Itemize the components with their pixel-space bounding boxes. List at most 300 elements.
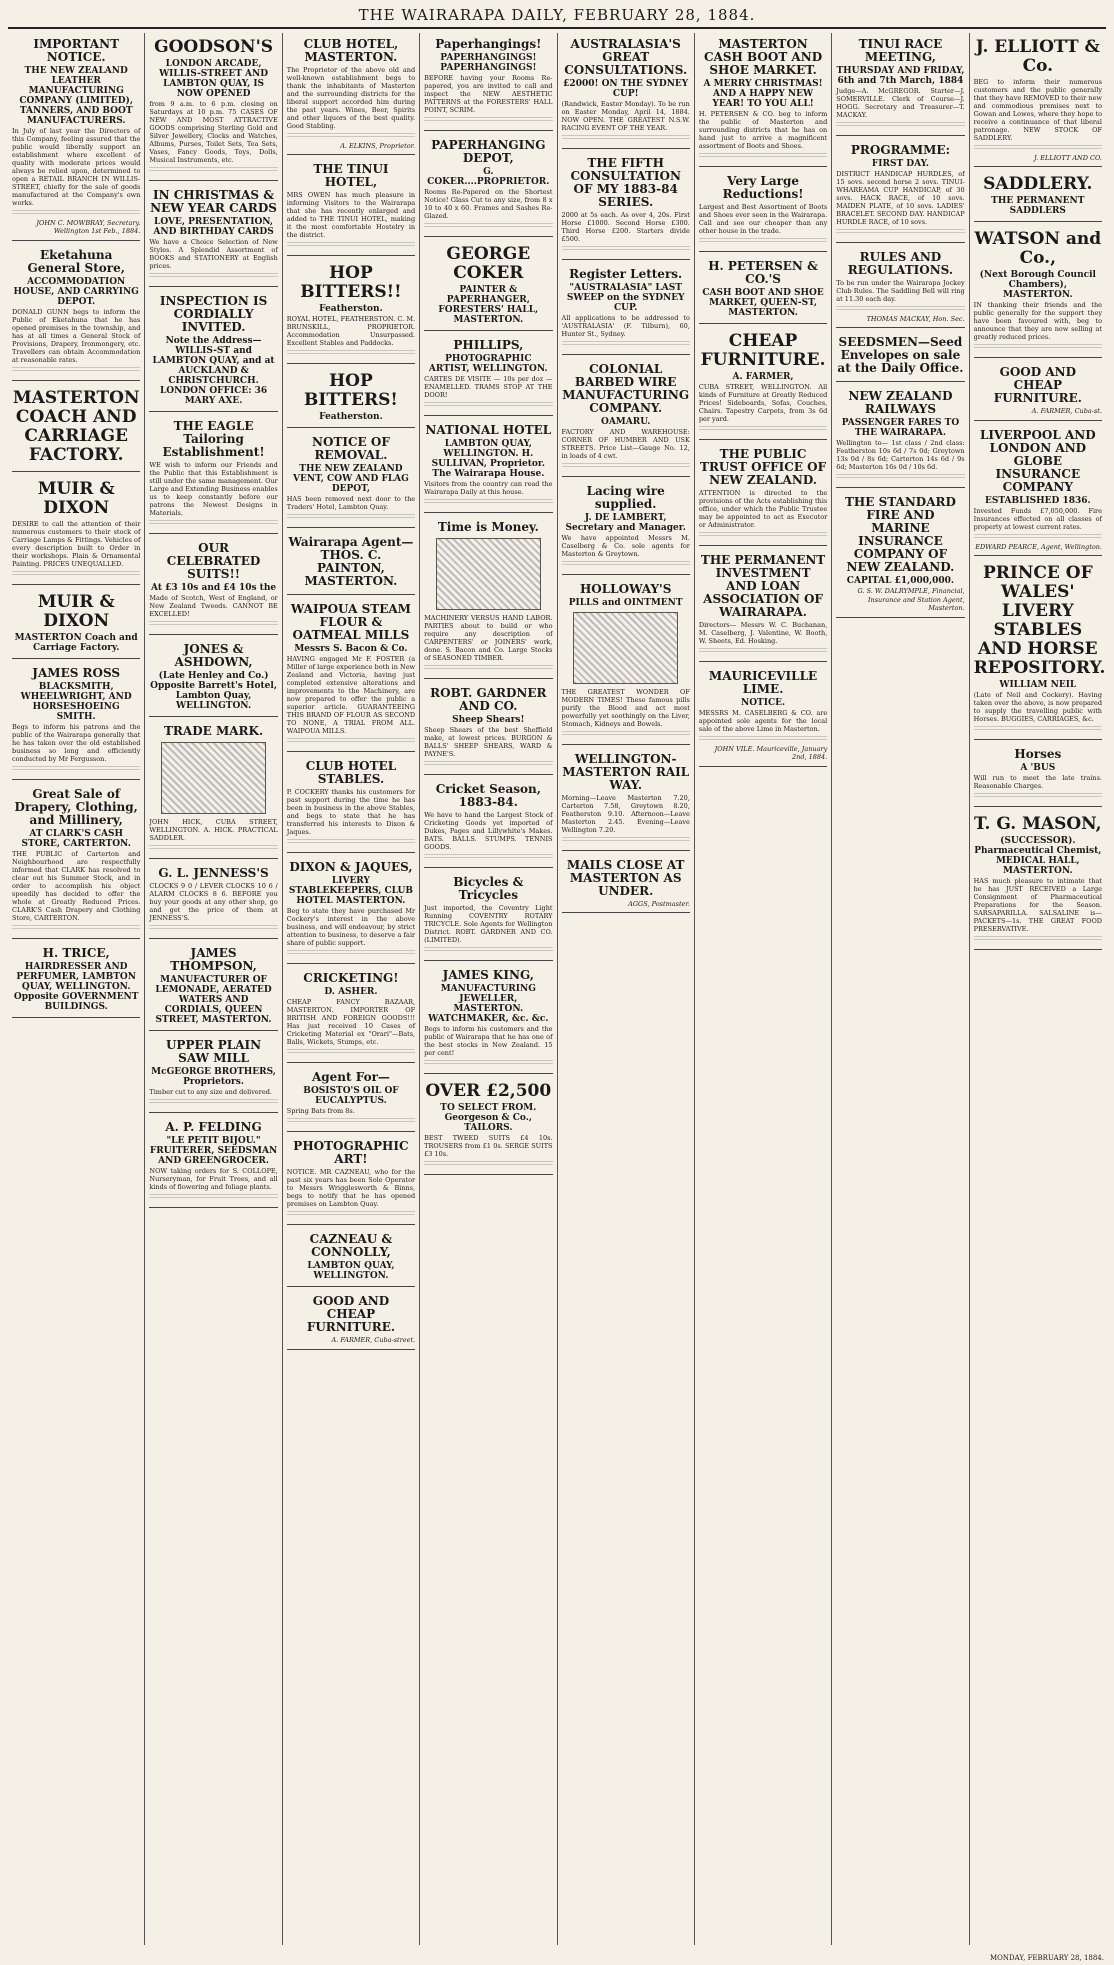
- ad-title: PAPERHANGING DEPOT,: [431, 138, 546, 165]
- ad-body: from 9 a.m. to 6 p.m. closing on Saturdays at 10 p.m. 75 CASES OF NEW AND MOST ATTRACTIVE GOODS comprising Sterling Gold and Silver Jewellery, Clocks and Watches, Albums, Purses, Toilet Sets, Tea Sets, Vases, Fancy Goods, Toys, Dolls, Musical Instruments, etc.: [149, 100, 278, 164]
- advertisement: [424, 134, 552, 237]
- text-lines: [699, 648, 827, 654]
- text-lines: [287, 738, 415, 744]
- ad-body: We have appointed Messrs M. Caselberg & Co. sole agents for Masterton & Greytown.: [561, 534, 690, 558]
- column-2: [145, 33, 282, 1945]
- ad-title: IN CHRISTMAS & NEW YEAR CARDS: [150, 188, 277, 215]
- ad-body: MACHINERY VERSUS HAND LABOR. PARTIES about to build or who require any description of CARPENTERS' or JOINERS' work, done. S. Bacon and Co. Large Stocks of SEASONED TIMBER.: [424, 614, 553, 662]
- advertisement: [973, 559, 1106, 740]
- ad-subtitle: D. ASHER.: [324, 987, 378, 998]
- ad-title: NOTICE OF REMOVAL.: [312, 435, 390, 463]
- advertisement: [974, 361, 1102, 420]
- text-lines: [424, 223, 552, 229]
- ad-signature: JOHN C. MOWBRAY, Secretary. Wellington 1st Feb., 1884.: [36, 219, 141, 236]
- ad-body: CARTES DE VISITE — 10s per doz — ENAMELLED. TRAMS STOP AT THE DOOR!: [424, 375, 553, 399]
- advertisement: [836, 491, 964, 617]
- text-lines: [974, 344, 1102, 350]
- text-lines: [149, 167, 277, 173]
- ad-title: COLONIAL BARBED WIRE MANUFACTURING COMPANY.: [562, 362, 690, 415]
- advertisement: [149, 33, 277, 181]
- ad-subtitle: J. DE LAMBERT, Secretary and Manager.: [565, 513, 686, 533]
- ad-subtitle: At £3 10s and £4 10s the: [151, 583, 277, 593]
- text-lines: [699, 238, 827, 244]
- ad-title: CRICKETING!: [303, 971, 399, 986]
- ad-subtitle: (Next Borough Council Chambers), MASTERTON.: [979, 270, 1096, 301]
- text-lines: [562, 731, 690, 737]
- ad-title: SEEDSMEN—Seed Envelopes on sale at the Daily Office.: [837, 335, 964, 376]
- advertisement: [12, 662, 140, 780]
- text-lines: [149, 925, 277, 931]
- text-lines: [287, 514, 415, 520]
- advertisement: [562, 578, 690, 745]
- advertisement: [699, 255, 827, 324]
- ad-subtitle: LOVE, PRESENTATION, AND BIRTHDAY CARDS: [153, 217, 274, 237]
- advertisement: [149, 537, 277, 635]
- ad-title: CLUB HOTEL, MASTERTON.: [303, 37, 399, 64]
- advertisement: [424, 334, 552, 416]
- column-8: [970, 33, 1106, 1945]
- text-lines: [562, 463, 690, 469]
- text-lines: [12, 766, 140, 772]
- ad-subtitle: LONDON ARCADE, WILLIS-STREET AND LAMBTON QUAY, IS NOW OPENED: [159, 59, 269, 99]
- text-lines: [836, 229, 964, 235]
- ad-body: NOTICE. MR CAZNEAU, who for the past six years has been Sole Operator to Messrs Wrigglesworth & Binns, begs to notify that he has opened premises on Lambton Quay.: [286, 1168, 416, 1209]
- text-lines: [424, 402, 552, 408]
- advertisement: [836, 385, 964, 488]
- ad-body: Will run to meet the late trains. Reasonable Charges.: [973, 774, 1102, 791]
- ad-title: AUSTRALASIA'S GREAT CONSULTATIONS.: [564, 37, 688, 77]
- ad-subtitle: ESTABLISHED 1836.: [984, 495, 1091, 506]
- text-lines: [562, 837, 690, 843]
- ad-title: GOODSON'S: [154, 37, 274, 57]
- ad-title: CLUB HOTEL STABLES.: [305, 759, 397, 787]
- text-lines: [424, 1060, 552, 1066]
- ad-subtitle: MANUFACTURER OF LEMONADE, AERATED WATERS AND CORDIALS, QUEEN STREET, MASTERTON.: [155, 975, 272, 1025]
- ad-subtitle: (SUCCESSOR). Pharmaceutical Chemist, MEDICAL HALL, MASTERTON.: [974, 836, 1102, 877]
- ad-subtitle: THE NEW ZEALAND VENT, COW AND FLAG DEPOT,: [293, 464, 409, 495]
- text-lines: [149, 621, 277, 627]
- ad-subtitle: A 'BUS: [1020, 763, 1056, 774]
- advertisement: [287, 1066, 415, 1132]
- advertisement: [287, 1135, 415, 1225]
- ad-body: We have a Choice Selection of New Styles. A Splendid Assortment of BOOKS and STATIONERY at English prices.: [149, 238, 278, 270]
- ad-title: THE STANDARD FIRE AND MARINE INSURANCE COMPANY OF NEW ZEALAND.: [844, 495, 956, 575]
- text-lines: [287, 133, 415, 139]
- ad-subtitle: "LE PETIT BIJOU." FRUITERER, SEEDSMAN AND GREENGROCER.: [149, 1136, 278, 1166]
- ad-body: Begs to inform his customers and the public of Wairarapa that he has one of the best stocks in New Zealand. 15 per cent!: [424, 1025, 553, 1057]
- advertisement: [149, 184, 277, 287]
- ad-signature: G. S. W. DALRYMPLE, Financial, Insurance and Station Agent, Masterton.: [857, 587, 965, 613]
- ad-title: MAURICEVILLE LIME.: [708, 669, 818, 696]
- ad-title: DIXON & JAQUES,: [289, 860, 413, 875]
- advertisement: [12, 475, 140, 585]
- ad-title: NEW ZEALAND RAILWAYS: [848, 389, 953, 417]
- advertisement: [836, 33, 964, 136]
- ad-subtitle: LAMBTON QUAY, WELLINGTON.: [307, 1261, 395, 1282]
- ad-title: WATSON and Co.,: [974, 229, 1102, 269]
- ad-subtitle: BOSISTO'S OIL OF EUCALYPTUS.: [303, 1086, 399, 1107]
- advertisement: [424, 240, 552, 331]
- advertisement: [149, 1034, 277, 1113]
- ad-signature: THOMAS MACKAY, Hon. Sec.: [866, 315, 965, 323]
- advertisement: [974, 424, 1102, 556]
- ad-body: Visitors from the country can read the Wairarapa Daily at this house.: [424, 480, 553, 496]
- text-lines: [424, 1161, 552, 1167]
- ad-body: All applications to be addressed to 'AUSTRALASIA' (F. Tilburn), 60, Hunter St., Sydney.: [561, 314, 690, 338]
- ad-body: 2000 at 5s each. As over 4, 20s. First Horse £1000. Second Horse £300. Third Horse £200. Starters divide £500.: [561, 211, 690, 243]
- ad-title: J. ELLIOTT & Co.: [975, 37, 1100, 76]
- ad-title: Time is Money.: [437, 520, 539, 534]
- advertisement: [424, 682, 552, 775]
- engraving-illustration: [436, 538, 541, 610]
- ad-signature: JOHN VILE. Mauriceville, January 2nd, 1884.: [714, 745, 828, 762]
- text-lines: [149, 273, 277, 279]
- ad-body: ATTENTION is directed to the provisions of the Acts establishing this office, under which the Public Trustee may be appointed to act as Executor or Administrator.: [698, 489, 828, 529]
- column-4: [420, 33, 557, 1945]
- text-lines: [12, 367, 140, 373]
- advertisement: [699, 33, 827, 167]
- column-5: [558, 33, 695, 1945]
- advertisement: [149, 290, 277, 412]
- text-lines: [974, 534, 1102, 540]
- ad-title: G. L. JENNESS'S: [158, 866, 269, 880]
- text-lines: [836, 306, 964, 312]
- ad-body: BEFORE having your Rooms Re-papered, you are invited to call and inspect the NEW AESTHETIC PATTERNS at the FORESTERS' HALL POINT, SCRIM.: [424, 74, 553, 114]
- ad-subtitle: A MERRY CHRISTMAS! AND A HAPPY NEW YEAR! TO YOU ALL!: [703, 79, 823, 109]
- text-lines: [424, 854, 552, 860]
- text-lines: [149, 845, 277, 851]
- text-lines: [287, 839, 415, 845]
- column-6: [695, 33, 832, 1945]
- ad-subtitle: LAMBTON QUAY, WELLINGTON. H. SULLIVAN, Proprietor. The Wairarapa House.: [431, 439, 545, 479]
- ad-title: JONES & ASHDOWN,: [174, 642, 253, 669]
- ad-title: JAMES ROSS: [32, 665, 121, 680]
- advertisement: [287, 967, 415, 1063]
- ad-title: INSPECTION IS CORDIALLY INVITED.: [159, 294, 268, 334]
- advertisement: [562, 33, 690, 149]
- ad-subtitle: Messrs S. Bacon & Co.: [294, 644, 408, 655]
- ad-title: JAMES KING,: [442, 968, 534, 982]
- engraving-illustration: [573, 612, 678, 684]
- ad-subtitle: THE PERMANENT SADDLERS: [991, 196, 1085, 217]
- text-lines: [149, 1194, 277, 1200]
- ad-title: PROGRAMME:: [850, 143, 950, 157]
- ad-title: Great Sale of Drapery, Clothing, and Millinery,: [14, 786, 138, 827]
- ad-title: MUIR & DIXON: [37, 591, 115, 631]
- ad-title: TINUI RACE MEETING,: [858, 37, 943, 64]
- ad-body: DESIRE to call the attention of their numerous customers to their stock of Carriage Lamps & Fittings. Vehicles of every description built to Order in their workshops. Plain & Ornamental Painting. PRICES UNEQUALLED.: [12, 519, 141, 568]
- ad-subtitle: Featherston.: [319, 304, 383, 315]
- ad-body: (Late of Neil and Cockery). Having taken over the above, is now prepared to supply the travelling public with Horses. BUGGIES, CARRIAGES, &c.: [973, 691, 1102, 724]
- ad-body: In July of last year the Directors of this Company, feeling assured that the public would liberally support an establishment where excellent of quality with moderate prices would always be relied upon, determined to open a RETAIL BRANCH IN WILLIS-STREET, chiefly for the sale of goods manufactured at the Company's own works.: [12, 127, 141, 207]
- ad-subtitle: MASTERTON Coach and Carriage Factory.: [14, 632, 138, 653]
- text-lines: [287, 1049, 415, 1055]
- advertisement: [562, 854, 690, 913]
- ad-subtitle: G. COKER....PROPRIETOR.: [427, 167, 550, 187]
- ad-body: Invested Funds £7,050,000. Fire Insurances effected on all classes of property at lowest current rates.: [973, 506, 1102, 531]
- ad-title: THE EAGLE Tailoring Establishment!: [162, 419, 265, 459]
- ad-title: PRINCE OF WALES' LIVERY STABLES AND HORSE REPOSITORY.: [973, 563, 1106, 679]
- advertisement: [699, 549, 827, 662]
- ad-body: FACTORY AND WAREHOUSE: CORNER OF HUMBER AND USK STREETS. Price List—Gauge No. 12, in loads of 4 cwt.: [561, 428, 690, 460]
- text-lines: [699, 153, 827, 159]
- ad-body: CLOCKS 9 0 / LEVER CLOCKS 10 6 / ALARM CLOCKS 8 6. BEFORE you buy your goods at any other shop, go and get the price of them at JENNESS'S.: [149, 882, 278, 922]
- ad-body: CUBA STREET, WELLINGTON. All kinds of Furniture at Greatly Reduced Prices! Sideboards, Sofas, Couches, Chairs. Tapestry Carpets, from 3s 6d per yard.: [698, 383, 828, 423]
- ad-subtitle: WILLIAM NEIL: [999, 680, 1077, 691]
- ad-title: GOOD AND CHEAP FURNITURE.: [306, 1294, 396, 1335]
- ad-title: TRADE MARK.: [164, 724, 264, 738]
- text-lines: [699, 532, 827, 538]
- text-lines: [974, 793, 1102, 799]
- advertisement: [562, 748, 690, 851]
- advertisement: [149, 862, 277, 939]
- text-lines: [12, 210, 140, 216]
- advertisement: [424, 33, 552, 131]
- ad-title: Very Large Reductions!: [722, 174, 804, 201]
- text-lines: [287, 1118, 415, 1124]
- advertisement: [287, 431, 415, 528]
- ad-subtitle: PILLS and OINTMENT: [568, 598, 683, 608]
- ad-body: DISTRICT HANDICAP HURDLES, of 15 sovs. second horse 2 sovs. TINUI-WHAREAMA CUP HANDICAP, of 30 sovs. HACK RACE, of 10 sovs. MAIDEN PLATE, of 10 sovs. LADIES' BRACELET. SECOND DAY. HANDICAP HURDLE RACE, of 10 sovs.: [836, 170, 965, 226]
- advertisement: [699, 665, 827, 767]
- ad-title: OVER £2,500: [425, 1081, 552, 1101]
- advertisement: [562, 152, 690, 260]
- ad-title: OUR CELEBRATED SUITS!!: [166, 541, 261, 581]
- ad-subtitle: Note the Address— WILLIS-ST and LAMBTON QUAY, and at AUCKLAND & CHRISTCHURCH. LONDON OFFICE: 36 MARY AXE.: [152, 336, 275, 406]
- ad-body: Wellington to— 1st class / 2nd class: Featherston 10s 6d / 7s 0d; Greytown 13s 0d / 8s 6d; Carterton 14s 6d / 9s 6d; Masterton 16s 0d / 10s 6d.: [836, 439, 965, 472]
- advertisement: [424, 516, 552, 679]
- text-lines: [424, 117, 552, 123]
- ad-signature: J. ELLIOTT AND CO.: [1033, 154, 1102, 162]
- ad-body: Judge—A. McGREGOR. Starter—J. SOMERVILLE. Clerk of Course—J. HOGG. Secretary and Treasurer—T. MACKAY.: [836, 87, 965, 119]
- ad-subtitle: "AUSTRALASIA" LAST SWEEP on the SYDNEY CUP.: [566, 283, 685, 313]
- ad-subtitle: CASH BOOT AND SHOE MARKET, QUEEN-ST, MASTERTON.: [702, 288, 824, 318]
- ad-signature: EDWARD PEARCE, Agent, Wellington.: [975, 542, 1102, 551]
- column-1: [8, 33, 145, 1945]
- ad-subtitle: A. FARMER,: [732, 372, 794, 382]
- ad-title: Bicycles & Tricycles: [453, 875, 524, 902]
- text-lines: [424, 665, 552, 671]
- text-lines: [12, 925, 140, 931]
- text-lines: [149, 520, 277, 526]
- advertisement: [12, 384, 140, 472]
- ad-signature: AGGS, Postmaster.: [628, 900, 690, 908]
- ad-body: MESSRS M. CASELBERG & CO. are appointed sole agents for the local sale of the above Lime in Masterton.: [698, 709, 828, 733]
- column-7: [832, 33, 969, 1945]
- advertisement: [149, 942, 277, 1031]
- ad-body: Made of Scotch, West of England, or New Zealand Tweeds. CANNOT BE EXCELLED!: [149, 594, 278, 618]
- ad-body: Begs to inform his patrons and the public of the Wairarapa generally that he has taken over the old established business so long and efficiently conducted by Mr Fergusson.: [12, 722, 141, 763]
- ad-body: Timber cut to any size and delivered.: [149, 1088, 272, 1096]
- ad-subtitle: OAMARU.: [600, 417, 651, 427]
- ad-title: Register Letters.: [569, 267, 683, 281]
- text-lines: [424, 499, 552, 505]
- ad-title: MASTERTON COACH AND CARRIAGE FACTORY.: [12, 387, 140, 465]
- advertisement: [287, 367, 415, 428]
- ad-body: THE PUBLIC of Carterton and Neighbourhood are respectfully informed that CLARK has resolved to clear out his Summer Stock, and in order to accomplish his object speedily has decided to offer the whole at Greatly Reduced Prices. CLARK'S Cash Drapery and Clothing Store, CARTERTON.: [12, 849, 141, 922]
- advertisement: [149, 720, 277, 859]
- ad-subtitle: PAINTER & PAPERHANGER, FORESTERS' HALL, MASTERTON.: [438, 285, 539, 325]
- advertisement: [287, 856, 415, 964]
- footer-date: MONDAY, FEBRUARY 28, 1884.: [989, 1954, 1104, 1962]
- ad-title: PHILLIPS,: [453, 338, 524, 352]
- text-lines: [562, 561, 690, 567]
- ad-body: To be run under the Wairarapa Jockey Club Rules. The Saddling Bell will ring at 11.30 each day.: [836, 279, 965, 303]
- text-lines: [699, 426, 827, 432]
- ad-body: P. COCKERY thanks his customers for past support during the time he has been in business in the above Stables, and begs to state that he has transferred his interests to Dixon & Jaques.: [286, 788, 416, 837]
- advertisement: [974, 33, 1102, 167]
- advertisement: [424, 419, 552, 513]
- ad-title: THE PUBLIC TRUST OFFICE OF NEW ZEALAND.: [700, 447, 827, 487]
- text-lines: [699, 736, 827, 742]
- ad-title: PHOTOGRAPHIC ART!: [293, 1139, 409, 1167]
- advertisement: [424, 778, 552, 868]
- ad-body: H. PETERSEN & CO. beg to inform the public of Masterton and surrounding districts that he has on hand just to arrive a magnificent assortment of Boots and Shoes.: [698, 110, 828, 150]
- ad-subtitle: Sheep Shears!: [452, 715, 525, 725]
- ad-body: THE GREATEST WONDER OF MODERN TIMES! These famous pills purify the Blood and act most powerfully yet soothingly on the Liver, Stomach, Kidneys and Bowels.: [561, 688, 690, 728]
- ad-title: MAILS CLOSE AT MASTERTON AS UNDER.: [566, 858, 685, 898]
- ad-title: A. P. FELDING: [165, 1120, 262, 1134]
- text-lines: [562, 341, 690, 347]
- advertisement: [424, 1077, 552, 1175]
- advertisement: [287, 755, 415, 853]
- ad-body: HAVING engaged Mr F. FOSTER (a Miller of large experience both in New Zealand and Victoria, having just completed extensive alterations and improvements to the Machinery, are now prepared to offer the public a superior article. GUARANTEEING THIS BRAND OF FLOUR AS SECOND TO NONE, A TRIAL FROM ALL. WAIPOUA MILLS.: [286, 655, 416, 736]
- ad-body: Sheep Shears of the best Sheffield make, at lowest prices. BURGON & BALLS' SHEEP SHEARS, WARD & PAYNE'S.: [424, 726, 553, 758]
- advertisement: [974, 743, 1102, 807]
- text-lines: [287, 1211, 415, 1217]
- ad-subtitle: CAPITAL £1,000,000.: [846, 576, 955, 587]
- ad-subtitle: LIVERY STABLEKEEPERS, CLUB HOTEL MASTERTON.: [288, 876, 413, 907]
- ad-subtitle: PHOTOGRAPHIC ARTIST, WELLINGTON.: [428, 354, 548, 374]
- ad-subtitle: ACCOMMODATION HOUSE, AND CARRYING DEPOT.: [13, 276, 139, 307]
- ad-title: Wairarapa Agent— THOS. C. PAINTON, MASTERTON.: [288, 535, 414, 589]
- text-lines: [836, 122, 964, 128]
- ad-title: WELLINGTON-MASTERTON RAIL WAY.: [562, 752, 690, 792]
- ad-subtitle: (Late Henley and Co.) Opposite Barrett's Hotel, Lambton Quay, WELLINGTON.: [150, 671, 277, 711]
- ad-signature: A. FARMER, Cuba-street.: [331, 1336, 416, 1345]
- advertisement: [287, 1228, 415, 1287]
- ad-signature: A. ELKINS, Proprietor.: [340, 142, 416, 150]
- ad-title: T. G. MASON,: [974, 814, 1102, 835]
- advertisement: [149, 415, 277, 534]
- advertisement: [12, 942, 140, 1018]
- ad-subtitle: FIRST DAY.: [871, 159, 930, 169]
- advertisement: [12, 783, 140, 939]
- ad-title: GOOD AND CHEAP FURNITURE.: [993, 365, 1082, 406]
- ad-title: CAZNEAU & CONNOLLY,: [309, 1232, 393, 1260]
- ad-title: Eketahuna General Store,: [27, 247, 125, 275]
- ad-subtitle: HAIRDRESSER AND PERFUMER, LAMBTON QUAY, WELLINGTON. Opposite GOVERNMENT BUILDINGS.: [13, 961, 139, 1012]
- ad-title: RULES AND REGULATIONS.: [847, 250, 954, 277]
- advertisement: [287, 158, 415, 256]
- advertisement: [287, 531, 415, 595]
- advertisement: [287, 1290, 415, 1349]
- ad-title: CHEAP FURNITURE.: [700, 331, 826, 370]
- advertisement: [699, 327, 827, 440]
- masthead: THE WAIRARAPA DAILY, FEBRUARY 28, 1884.: [8, 6, 1106, 29]
- ad-subtitle: McGEORGE BROTHERS, Proprietors.: [151, 1067, 276, 1087]
- ad-subtitle: THURSDAY AND FRIDAY, 6th and 7th March, 1884: [836, 66, 965, 86]
- ad-subtitle: Featherston.: [319, 412, 383, 423]
- ad-subtitle: THE NEW ZEALAND LEATHER MANUFACTURING COMPANY (LIMITED), TANNERS, AND BOOT MANUFACTURERS.: [19, 66, 133, 126]
- ad-subtitle: AT CLARK'S CASH STORE, CARTERTON.: [21, 828, 131, 849]
- advertisement: [699, 443, 827, 546]
- text-lines: [287, 242, 415, 248]
- ad-subtitle: PAPERHANGINGS! PAPERHANGINGS!: [440, 53, 537, 73]
- ad-title: Horses: [1014, 747, 1062, 762]
- advertisement: [149, 1116, 277, 1208]
- ad-title: THE PERMANENT INVESTMENT AND LOAN ASSOCIATION OF WAIRARAPA.: [700, 553, 826, 619]
- ad-body: We have to hand the Largest Stock of Cricketing Goods yet imported of Dukes, Pages and Lillywhite's Makes. BATS. BALLS. STUMPS. TENNIS GOODS.: [424, 811, 553, 851]
- ad-title: H. PETERSEN & CO.'S: [708, 259, 818, 286]
- text-lines: [149, 1099, 277, 1105]
- ad-body: Directors— Messrs W. C. Buchanan, M. Caselberg, J. Valentine, W. Booth, W. Sheets, Ed. Hosking.: [698, 621, 828, 645]
- ad-title: LIVERPOOL AND LONDON AND GLOBE INSURANCE COMPANY: [979, 427, 1096, 494]
- ad-subtitle: BLACKSMITH, WHEELWRIGHT, AND HORSESHOEING SMITH.: [20, 681, 132, 722]
- advertisement: [699, 170, 827, 252]
- advertisement: [562, 263, 690, 355]
- columns-container: [8, 33, 1106, 1945]
- advertisement: [836, 246, 964, 328]
- ad-title: GEORGE COKER: [446, 244, 531, 283]
- text-lines: [287, 950, 415, 956]
- ad-title: UPPER PLAIN SAW MILL: [165, 1038, 262, 1065]
- ad-title: MUIR & DIXON: [37, 478, 115, 518]
- ad-body: BEG to inform their numerous customers and the public generally that they have REMOVED to their new and commodious premises next to Gowan and Lowes, where they hope to receive a continuance of that liberal patronage. NEW STOCK OF SADDLERY.: [973, 78, 1102, 142]
- ad-body: HAS been removed next door to the Traders' Hotel, Lambton Quay.: [286, 495, 416, 512]
- advertisement: [836, 331, 964, 382]
- ad-subtitle: PASSENGER FARES TO THE WAIRARAPA.: [841, 418, 960, 439]
- ad-body: CHEAP FANCY BAZAAR, MASTERTON. IMPORTER OF BRITISH AND FOREIGN GOODS!!! Has just received 10 Cases of Cricketing Material ex "Orari"—Bats, Balls, Wickets, Stumps, etc.: [286, 998, 416, 1047]
- ad-body: DONALD GUNN begs to inform the Public of Eketahuna that he has opened premises in the township, and has at all times a General Stock of Provisions, Drapery, Ironmongery, etc. Travellers can obtain Accommodation at reasonable rates.: [12, 307, 141, 364]
- ad-title: Cricket Season, 1883-84.: [435, 782, 541, 809]
- ad-title: Paperhangings!: [435, 37, 542, 51]
- engraving-illustration: [161, 742, 266, 814]
- ad-title: HOP BITTERS!!: [300, 263, 402, 303]
- ad-title: THE FIFTH CONSULTATION OF MY 1883-84 SERIES.: [570, 156, 681, 209]
- ad-title: HOP BITTERS!: [304, 371, 398, 411]
- advertisement: [287, 33, 415, 155]
- ad-body: MRS OWEN has much pleasure in informing Visitors to the Wairarapa that she has recently enlarged and added to THE TINUI HOTEL, making it the most comfortable Hostelry in the district.: [286, 191, 416, 240]
- advertisement: [12, 33, 140, 241]
- ad-subtitle: MANUFACTURING JEWELLER, MASTERTON. WATCHMAKER, &c. &c.: [428, 984, 549, 1024]
- ad-body: HAS much pleasure to intimate that he has JUST RECEIVED a Large Consignment of Pharmaceutical Preparations for the Season. SARSAPARILLA. SALSALINE is—PACKETS—1s. THE GREAT FOOD PRESERVATIVE.: [973, 877, 1102, 934]
- text-lines: [287, 350, 415, 356]
- ad-subtitle: NOTICE.: [740, 698, 786, 708]
- ad-body: IN thanking their friends and the public generally for the support they have been favoured with, beg to announce that they are now selling at greatly reduced prices.: [973, 301, 1102, 342]
- ad-body: JOHN HICK, CUBA STREET, WELLINGTON. A. HICK. PRACTICAL SADDLER.: [149, 818, 278, 842]
- advertisement: [836, 139, 964, 243]
- ad-title: ROBT. GARDNER AND CO.: [430, 686, 547, 713]
- ad-body: Rooms Re-Papered on the Shortest Notice! Glass Cut to any size, from 8 x 10 to 40 x 60. Frames and Sashes Re-Glazed.: [424, 188, 553, 220]
- advertisement: [424, 871, 552, 961]
- text-lines: [424, 761, 552, 767]
- advertisement: [12, 244, 140, 381]
- ad-signature: A. FARMER, Cuba-st.: [1031, 407, 1102, 416]
- advertisement: [562, 480, 690, 575]
- ad-title: WAIPOUA STEAM FLOUR & OATMEAL MILLS: [290, 602, 411, 643]
- text-lines: [562, 135, 690, 141]
- ad-body: Largest and Best Assortment of Boots and Shoes ever seen in the Wairarapa. Call and see our cheaper than any other house in the trade.: [698, 203, 828, 235]
- ad-title: Agent For—: [311, 1070, 390, 1085]
- ad-title: SADDLERY.: [983, 174, 1093, 195]
- text-lines: [974, 145, 1102, 151]
- advertisement: [287, 598, 415, 752]
- ad-body: NOW taking orders for S. COLLOPE, Nurseryman, for Fruit Trees, and all kinds of flowering and foliage plants.: [149, 1167, 278, 1191]
- ad-title: HOLLOWAY'S: [579, 582, 672, 596]
- text-lines: [12, 571, 140, 577]
- ad-title: Lacing wire supplied.: [586, 484, 665, 511]
